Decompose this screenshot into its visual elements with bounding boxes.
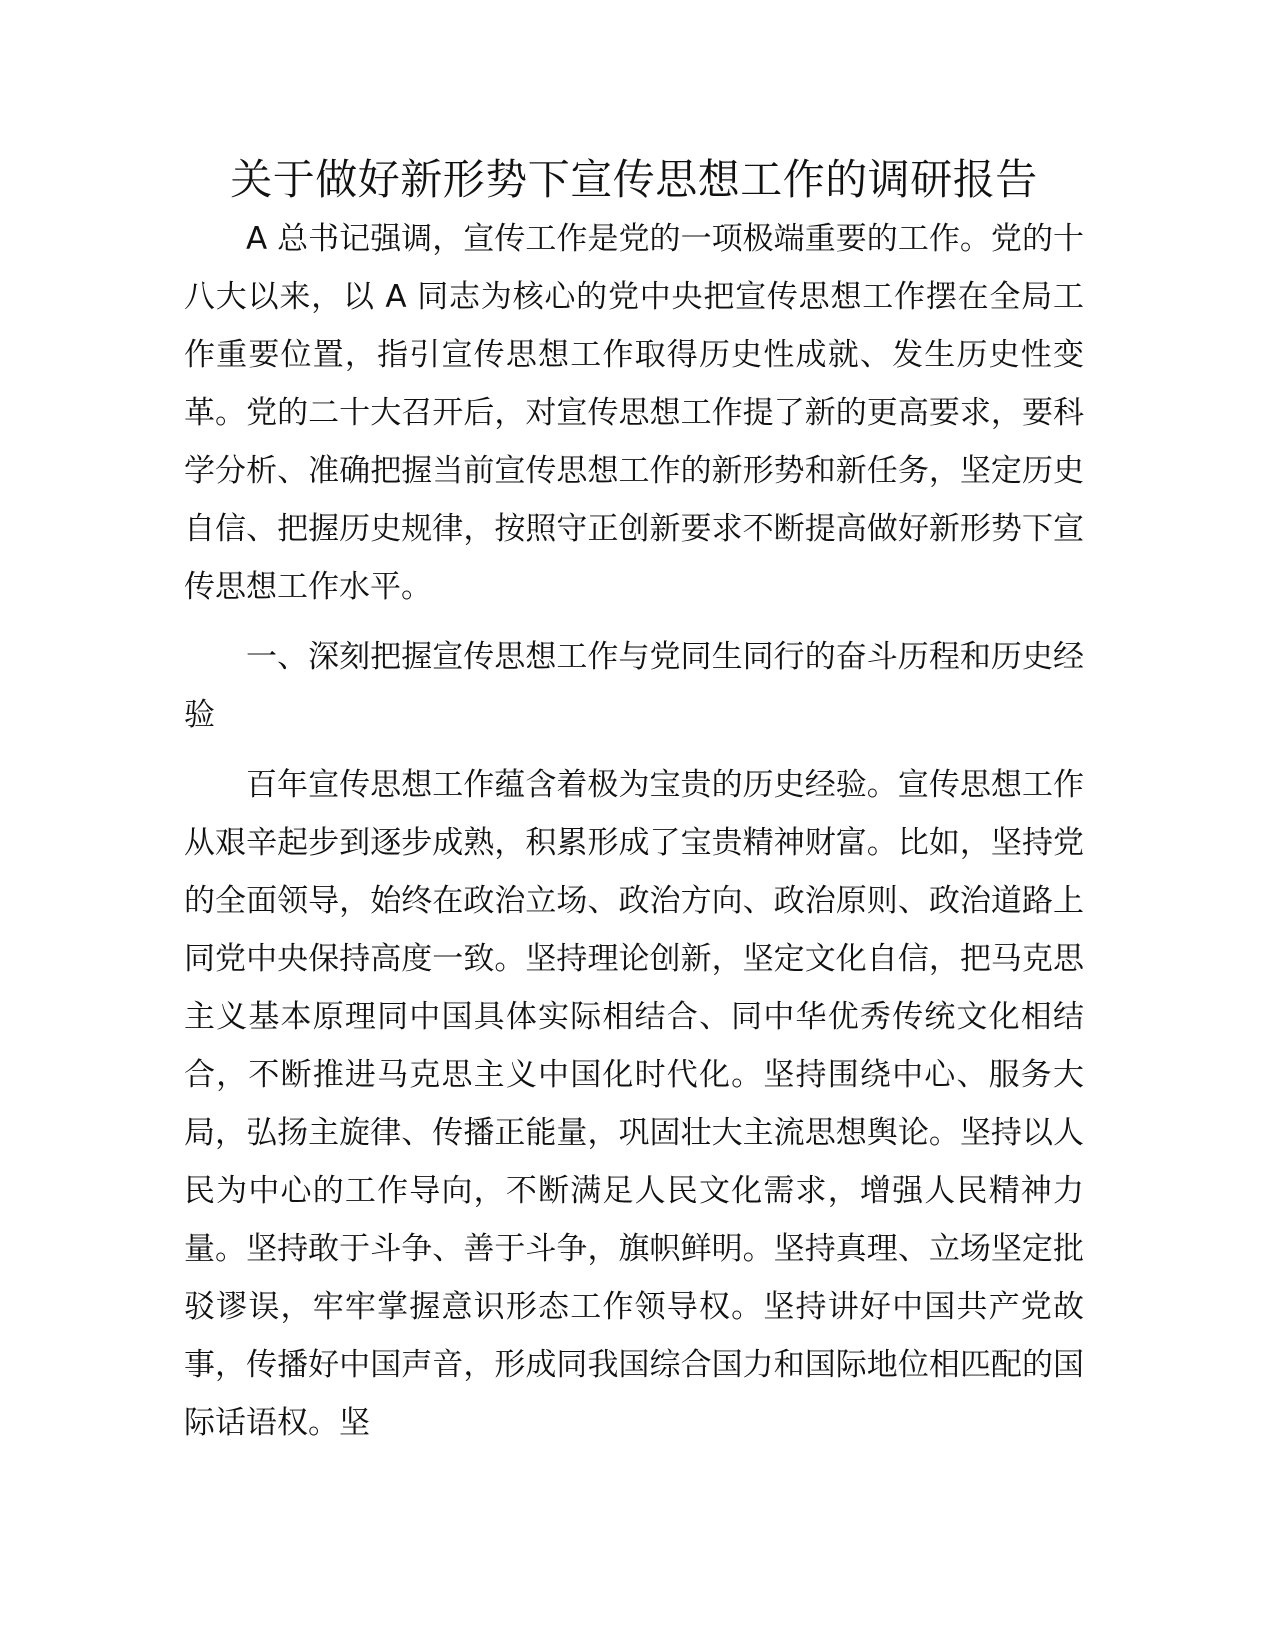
body-paragraph: 百年宣传思想工作蕴含着极为宝贵的历史经验。宣传思想工作从艰辛起步到逐步成熟，积累形成了宝贵精神财富。比如，坚持党的全面领导，始终在政治立场、政治方向、政治原则、政治道路上同党中央保持高度一致。坚持理论创新，坚定文化自信，把马克思主义基本原理同中国具体实际相结合、同中华优秀传统文化相结合，不断推进马克思主义中国化时代化。坚持围绕中心、服务大局，弘扬主旋律、传播正能量，巩固壮大主流思想舆论。坚持以人民为中心的工作导向，不断满足人民文化需求，增强人民精神力量。坚持敢于斗争、善于斗争，旗帜鲜明。坚持真理、立场坚定批驳谬误，牢牢掌握意识形态工作领导权。坚持讲好中国共产党故事，传播好中国声音，形成同我国综合国力和国际地位相匹配的国际话语权。坚	[184, 767, 1084, 1441]
intro-paragraph: A 总书记强调，宣传工作是党的一项极端重要的工作。党的十八大以来，以 A 同志为核心的党中央把宣传思想工作摆在全局工作重要位置，指引宣传思想工作取得历史性成就、发生历史性变革。党的二十大召开后，对宣传思想工作提了新的更高要求，要科学分析、准确把握当前宣传思想工作的新形势和新任务，坚定历史自信、把握历史规律，按照守正创新要求不断提高做好新形势下宣传思想工作水平。	[184, 221, 1084, 605]
document-page	[184, 150, 1084, 1452]
section-heading: 一、深刻把握宣传思想工作与党同生同行的奋斗历程和历史经验	[184, 639, 1084, 733]
document-title: 关于做好新形势下宣传思想工作的调研报告	[230, 155, 1038, 204]
